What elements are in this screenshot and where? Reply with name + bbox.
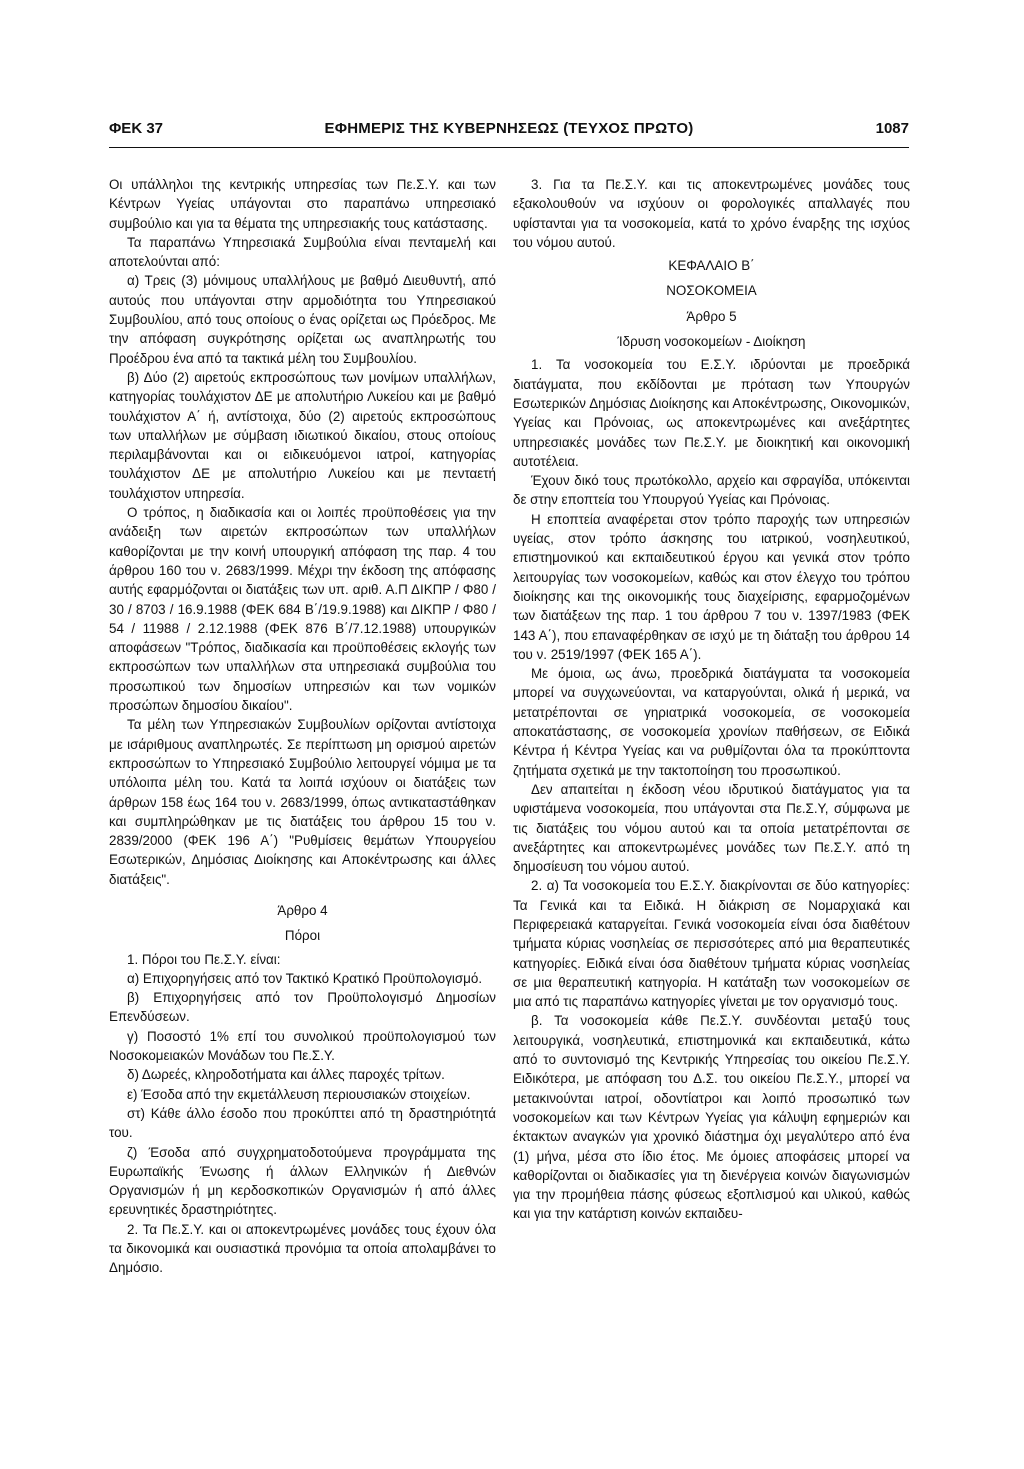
- paragraph: Έχουν δικό τους πρωτόκολλο, αρχείο και σφραγίδα, υπόκεινται δε στην εποπτεία του Υπουργού Υγείας και Πρόνοιας.: [513, 473, 910, 508]
- paragraph: στ) Κάθε άλλο έσοδο που προκύπτει από τη δραστηριότητά του.: [109, 1105, 496, 1141]
- paragraph: γ) Ποσοστό 1% επί του συνολικού προϋπολογισμού των Νοσοκομειακών Μονάδων του Πε.Σ.Υ.: [109, 1028, 496, 1064]
- paragraph: β) Επιχορηγήσεις από τον Προϋπολογισμό Δημοσίων Επενδύσεων.: [109, 990, 496, 1025]
- paragraph: ζ) Έσοδα από συγχρηματοδοτούμενα προγράμματα της Ευρωπαϊκής Ένωσης ή άλλων Ελληνικών ή Διεθνών Οργανισμών ή μη κερδοσκοπικών Οργανισμών ή από άλλες ερευνητικές δραστηριότητες.: [109, 1144, 496, 1218]
- paragraph: α) Τρεις (3) μόνιμους υπαλλήλους με βαθμό Διευθυντή, από αυτούς που υπάγονται στην αρμοδιότητα του Υπηρεσιακού Συμβουλίου, από τους οποίους ο ένας ορίζεται ως Πρόεδρος. Με την απόφαση συγκρότησης ορίζεται ως αναπληρωτής του Προέδρου ένα από τα τακτικά μέλη του Συμβουλίου.: [109, 273, 496, 366]
- header-rule: [109, 147, 909, 148]
- paragraph: β. Τα νοσοκομεία κάθε Πε.Σ.Υ. συνδέονται μεταξύ τους λειτουργικά, νοσηλευτικά, επιστημονικά και εκπαιδευτικά, κάτω από το συντονισμό της Κεντρικής Υπηρεσίας του οικείου Πε.Σ.Υ. Ειδικότερα, με απόφαση του Δ.Σ. του οικείου Πε.Σ.Υ., μπορεί να μετακινούνται ιατροί, οδοντίατροι και λοιπό προσωπικό των νοσοκομείων και των Κέντρων Υγείας για κάλυψη εφημεριών και έκτακτων αναγκών για χρονικό διάστημα όχι μεγαλύτερο από ένα (1) μήνα, μέσα στο ίδιο έτος. Με όμοιες αποφάσεις μπορεί να καθορίζονται οι διαδικασίες για τη διενέργεια κοινών διαγωνισμών για την προμήθεια πάσης φύσεως εξοπλισμού και υλικού, καθώς και για την κατάρτιση κοινών εκπαιδευ-: [513, 1013, 910, 1222]
- paragraph: Τα παραπάνω Υπηρεσιακά Συμβούλια είναι πενταμελή και αποτελούνται από:: [109, 234, 496, 270]
- paragraph: Οι υπάλληλοι της κεντρικής υπηρεσίας των Πε.Σ.Υ. και των Κέντρων Υγείας υπάγονται στο παραπάνω υπηρεσιακό συμβούλιο και για τα θέματα της υπηρεσιακής τους κατάστασης.: [109, 177, 496, 231]
- right-column: [513, 175, 910, 1224]
- page-number: 1087: [875, 120, 909, 137]
- left-column: [109, 175, 496, 1278]
- paragraph: 1. Πόροι του Πε.Σ.Υ. είναι:: [127, 951, 281, 967]
- chapter-title: ΝΟΣΟΚΟΜΕΙΑ: [666, 283, 757, 299]
- paragraph: 2. Τα Πε.Σ.Υ. και οι αποκεντρωμένες μονάδες τους έχουν όλα τα δικονομικά και ουσιαστικά προνόμια τα οποία απολαμβάνει το Δημόσιο.: [109, 1221, 496, 1276]
- paragraph: α) Επιχορηγήσεις από τον Τακτικό Κρατικό Προϋπολογισμό.: [127, 970, 483, 986]
- paragraph: 2. α) Τα νοσοκομεία του Ε.Σ.Υ. διακρίνονται σε δύο κατηγορίες: Τα Γενικά και τα Ειδικά. Η διάκριση σε Νομαρχιακά και Περιφερειακά καταργείται. Γενικά νοσοκομεία είναι όσα διαθέτουν τμήματα κύριας νοσηλείας σε περισσότερες από μια θεραπευτικές κατηγορίες. Ειδικά είναι όσα διαθέτουν τμήματα κύριας νοσηλείας σε μια θεραπευτική κατηγορία. Η κατάταξη των νοσοκομείων σε μια από τις παραπάνω κατηγορίες γίνεται με τον οργανισμό τους.: [513, 878, 910, 1010]
- paragraph: Με όμοια, ως άνω, προεδρικά διατάγματα τα νοσοκομεία μπορεί να συγχωνεύονται, να καταργούνται, ολικά ή μερικά, να μετατρέπονται σε γηριατρικά νοσοκομεία, σε νοσοκομεία αποκατάστασης, σε νοσοκομεία χρονίων παθήσεων, σε Ειδικά Κέντρα ή Κέντρα Υγείας και να ρυθμίζονται όλα τα προκύπτοντα ζητήματα σχετικά με την τακτοποίηση του προσωπικού.: [513, 666, 910, 778]
- paragraph: Η εποπτεία αναφέρεται στον τρόπο παροχής των υπηρεσιών υγείας, στον τρόπο άσκησης του ιατρικού, νοσηλευτικού, επιστημονικού και εκπαιδευτικού έργου και γενικά στον τρόπο λειτουργίας των νοσοκομείων, καθώς και στον έλεγχο του τρόπου διοίκησης και της οικονομικής τους διαχείρισης, εφαρμοζομένων των διατάξεων της παρ. 1 του άρθρου 7 του ν. 1397/1983 (ΦΕΚ 143 Α΄), που επαναφέρθηκαν σε ισχύ με τη διάταξη του άρθρου 14 του ν. 2519/1997 (ΦΕΚ 165 Α΄).: [513, 511, 910, 662]
- article-5-heading: Άρθρο 5: [686, 308, 737, 324]
- chapter-heading: ΚΕΦΑΛΑΙΟ Β΄: [668, 258, 755, 274]
- issue-number: ΦΕΚ 37: [109, 120, 164, 137]
- page-header: [109, 120, 909, 142]
- article-5-title: Ίδρυση νοσοκομείων - Διοίκηση: [617, 334, 806, 350]
- article-4-heading: Άρθρο 4: [277, 902, 328, 918]
- paragraph: δ) Δωρεές, κληροδοτήματα και άλλες παροχές τρίτων.: [127, 1067, 445, 1083]
- spacer: [109, 889, 496, 895]
- paragraph: 3. Για τα Πε.Σ.Υ. και τις αποκεντρωμένες μονάδες τους εξακολουθούν να ισχύουν οι φορολογικές απαλλαγές που υφίστανται για τα νοσοκομεία, κατά το χρόνο έναρξης της ισχύος του νόμου αυτού.: [513, 177, 910, 250]
- paragraph: ε) Έσοδα από την εκμετάλλευση περιουσιακών στοιχείων.: [127, 1086, 471, 1102]
- paragraph: Τα μέλη των Υπηρεσιακών Συμβουλίων ορίζονται αντίστοιχα με ισάριθμους αναπληρωτές. Σε περίπτωση μη ορισμού αιρετών εκπροσώπων το Υπηρεσιακό Συμβούλιο λειτουργεί νόμιμα με τα υπόλοιπα μέλη του. Κατά τα λοιπά ισχύουν οι διατάξεις των άρθρων 158 έως 164 του ν. 2683/1999, όπως αντικαταστάθηκαν και συμπληρώθηκαν με τις διατάξεις του άρθρου 15 του ν. 2839/2000 (ΦΕΚ 196 Α΄) "Ρυθμίσεις θεμάτων Υπουργείου Εσωτερικών, Δημόσιας Διοίκησης και Αποκέντρωσης και άλλες διατάξεις".: [109, 717, 496, 887]
- paragraph: β) Δύο (2) αιρετούς εκπροσώπους των μονίμων υπαλλήλων, κατηγορίας τουλάχιστον ΔΕ με απολυτήριο Λυκείου και με βαθμό τουλάχιστον Α΄ ή, αντίστοιχα, δύο (2) αιρετούς εκπροσώπους των υπαλλήλων με σύμβαση ιδιωτικού δικαίου, στους οποίους περιλαμβάνονται και οι ειδικευόμενοι ιατροί, κατηγορίας τουλάχιστον ΔΕ με απολυτήριο Λυκείου και με πενταετή τουλάχιστον υπηρεσία.: [109, 369, 496, 501]
- gazette-title: ΕΦΗΜΕΡΙΣ ΤΗΣ ΚΥΒΕΡΝΗΣΕΩΣ (ΤΕΥΧΟΣ ΠΡΩΤΟ): [324, 120, 694, 137]
- paragraph: Ο τρόπος, η διαδικασία και οι λοιπές προϋποθέσεις για την ανάδειξη των αιρετών εκπροσώπων των υπαλλήλων καθορίζονται με την κοινή υπουργική απόφαση της παρ. 4 του άρθρου 160 του ν. 2683/1999. Μέχρι την έκδοση της απόφασης αυτής εφαρμόζονται οι διατάξεις των υπ. αριθ. Α.Π ΔΙΚΠΡ / Φ80 / 30 / 8703 / 16.9.1988 (ΦΕΚ 684 Β΄/19.9.1988) και ΔΙΚΠΡ / Φ80 / 54 / 11988 / 2.12.1988 (ΦΕΚ 876 Β΄/7.12.1988) υπουργικών αποφάσεων "Τρόπος, διαδικασία και προϋποθέσεις εκλογής των εκπροσώπων των υπαλλήλων στα υπηρεσιακά συμβούλια του προσωπικού των δημοσίων υπηρεσιών και των νομικών προσώπων δημοσίου δικαίου".: [109, 505, 496, 714]
- article-4-title: Πόροι: [284, 928, 321, 944]
- paragraph: 1. Τα νοσοκομεία του Ε.Σ.Υ. ιδρύονται με προεδρικά διατάγματα, που εκδίδονται με πρόταση των Υπουργών Εσωτερικών Δημόσιας Διοίκησης και Αποκέντρωσης, Οικονομικών, Υγείας και Πρόνοιας, ως αποκεντρωμένες και ανεξάρτητες υπηρεσιακές μονάδες των Πε.Σ.Υ. με διοικητική και οικονομική αυτοτέλεια.: [513, 357, 910, 469]
- paragraph: Δεν απαιτείται η έκδοση νέου ιδρυτικού διατάγματος για τα υφιστάμενα νοσοκομεία, που υπάγονται στα Πε.Σ.Υ, σύμφωνα με τις διατάξεις του νόμου αυτού και τα οποία μετατρέπονται σε ανεξάρτητες και αποκεντρωμένες μονάδες των Πε.Σ.Υ. από τη δημοσίευση του νόμου αυτού.: [513, 781, 910, 875]
